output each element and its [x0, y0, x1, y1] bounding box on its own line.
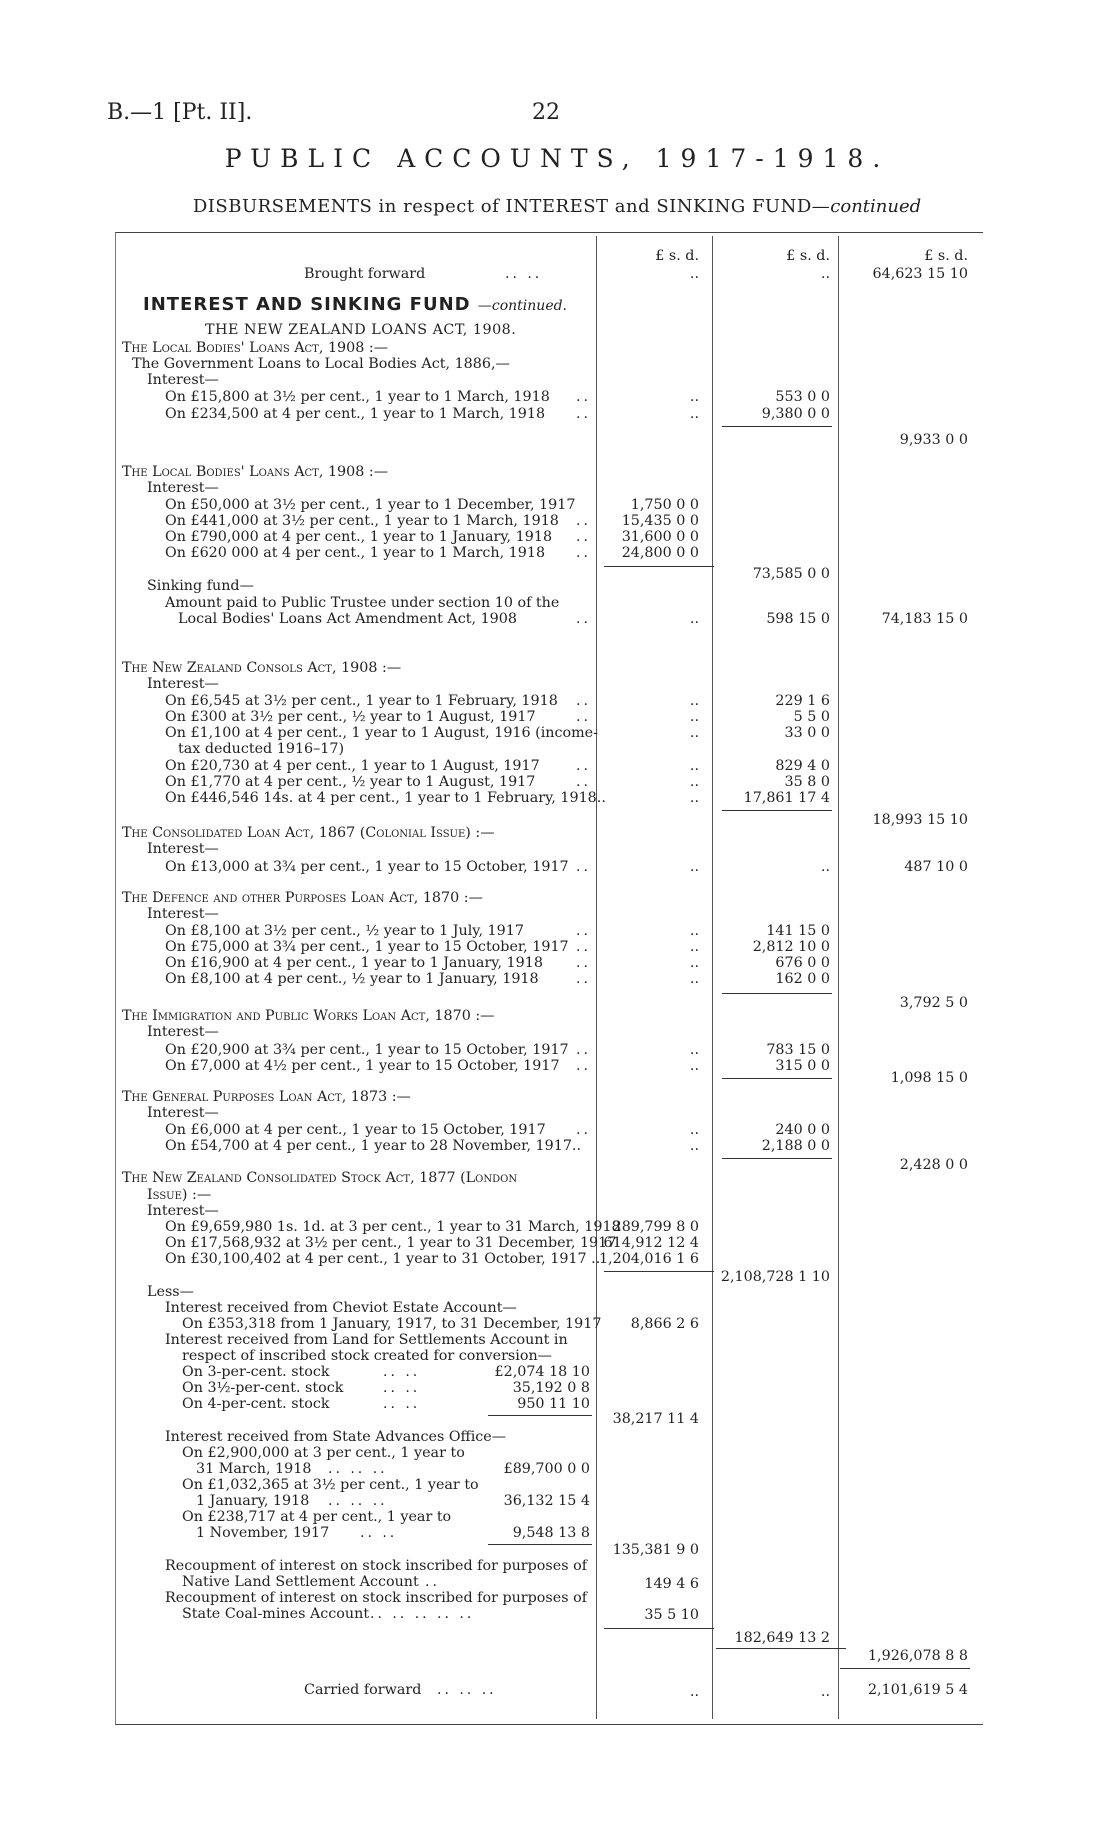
- block3-row3-c1: ..: [689, 725, 699, 741]
- block5-row2-c1: ..: [689, 939, 699, 955]
- page-title: PUBLIC ACCOUNTS, 1917-1918.: [224, 144, 890, 173]
- leader-dots: .. .. ..: [328, 1493, 388, 1509]
- page-subtitle: [0, 196, 1114, 217]
- leader-dots: ..: [576, 939, 591, 955]
- block2-interest-total: 73,585 0 0: [752, 566, 830, 582]
- block8-land-c1: 38,217 11 4: [612, 1411, 699, 1427]
- leader-dots: ..: [576, 545, 591, 561]
- leader-dots: ..: [576, 1042, 591, 1058]
- block5-act: The Defence and other Purposes Loan Act, 1870 :—: [122, 890, 483, 906]
- subtotal-rule: [604, 1271, 714, 1272]
- block8-sao-row1-amt: £89,700 0 0: [503, 1461, 590, 1477]
- block8-land-row3-text: On 4-per-cent. stock: [182, 1396, 330, 1412]
- section-continued: —continued.: [477, 298, 568, 314]
- leader-dots: .. .. ..: [437, 1682, 497, 1698]
- leader-dots: .. .. ..: [328, 1461, 388, 1477]
- block6-total: 1,098 15 0: [890, 1070, 968, 1086]
- leader-dots: .. ..: [383, 1364, 421, 1380]
- leader-dots: ..: [576, 406, 591, 422]
- block6-row2-c1: ..: [689, 1058, 699, 1074]
- block1-row2-c2: 9,380 0 0: [761, 406, 830, 422]
- block8-sao-row3-line2: 1 November, 1917: [196, 1525, 330, 1541]
- block8-row2-c1: 614,912 12 4: [603, 1235, 699, 1251]
- subtotal-rule: [722, 810, 832, 811]
- leader-dots: ..: [576, 529, 591, 545]
- block7-total: 2,428 0 0: [899, 1157, 968, 1173]
- block8-row1-text: On £9,659,980 1s. 1d. at 3 per cent., 1 year to 31 March, 1918: [165, 1219, 621, 1235]
- carried-forward-total: 2,101,619 5 4: [867, 1682, 968, 1698]
- block4-interest-label: Interest—: [147, 841, 219, 857]
- block2-row1-c1: 1,750 0 0: [630, 497, 699, 513]
- subtotal-rule: [722, 1158, 832, 1159]
- block8-total: 1,926,078 8 8: [867, 1648, 968, 1664]
- block3-row2-c2: 5 5 0: [793, 709, 830, 725]
- block3-row5-c1: ..: [689, 758, 699, 774]
- block3-total: 18,993 15 10: [872, 812, 968, 828]
- block2-sinking-line2: Local Bodies' Loans Act Amendment Act, 1908: [178, 611, 517, 627]
- block8-interest-total: 2,108,728 1 10: [720, 1269, 830, 1285]
- block2-row4-c1: 24,800 0 0: [621, 545, 699, 561]
- block5-row4-c2: 162 0 0: [775, 971, 830, 987]
- block8-recoup1-line2: Native Land Settlement Account: [182, 1574, 419, 1590]
- block4-act: The Consolidated Loan Act, 1867 (Colonial Issue) :—: [122, 825, 495, 841]
- block8-sao-row2-line1: On £1,032,365 at 3½ per cent., 1 year to: [182, 1477, 479, 1493]
- leader-dots: ..: [576, 709, 591, 725]
- leader-dots: ..: [576, 1058, 591, 1074]
- block5-row2-text: On £75,000 at 3¾ per cent., 1 year to 15 October, 1917: [165, 939, 569, 955]
- brought-forward-c1: ..: [689, 266, 699, 282]
- leader-dots: .. ..: [383, 1396, 421, 1412]
- block3-row3-text: On £1,100 at 4 per cent., 1 year to 1 August, 1916 (income-: [165, 725, 598, 741]
- block3-row5-c2: 829 4 0: [775, 758, 830, 774]
- subtotal-rule: [716, 1648, 846, 1649]
- block2-sinking-label: Sinking fund—: [147, 578, 254, 594]
- subtitle-main: DISBURSEMENTS in respect of INTEREST and SINKING FUND—: [192, 196, 831, 217]
- block5-row1-text: On £8,100 at 3½ per cent., ½ year to 1 July, 1917: [165, 923, 524, 939]
- block5-row4-c1: ..: [689, 971, 699, 987]
- block2-sinking-c2: 598 15 0: [766, 611, 830, 627]
- block3-row7-text: On £446,546 14s. at 4 per cent., 1 year to 1 February, 1918..: [165, 790, 606, 806]
- leader-dots: ..: [576, 923, 591, 939]
- block8-land-row1-text: On 3-per-cent. stock: [182, 1364, 330, 1380]
- block6-row1-c1: ..: [689, 1042, 699, 1058]
- block5-total: 3,792 5 0: [899, 995, 968, 1011]
- subtotal-rule: [488, 1544, 592, 1545]
- leader-dots: ..: [576, 513, 591, 529]
- block1-total: 9,933 0 0: [899, 432, 968, 448]
- block8-recoup2-line1: Recoupment of interest on stock inscribed for purposes of: [165, 1590, 587, 1606]
- brought-forward-total: 64,623 15 10: [872, 266, 968, 282]
- leader-dots: ..: [576, 971, 591, 987]
- block8-recoup2-line2: State Coal-mines Account: [182, 1606, 370, 1622]
- leader-dots: .. ..: [360, 1525, 398, 1541]
- block2-sinking-line1: Amount paid to Public Trustee under section 10 of the: [165, 595, 560, 611]
- block3-row4-text: tax deducted 1916–17): [178, 741, 345, 757]
- block1-row1-c1: ..: [689, 389, 699, 405]
- block7-row1-text: On £6,000 at 4 per cent., 1 year to 15 October, 1917: [165, 1122, 546, 1138]
- block3-row6-c1: ..: [689, 774, 699, 790]
- leader-dots: ..: [425, 1574, 440, 1590]
- block8-row3-text: On £30,100,402 at 4 per cent., 1 year to 31 October, 1917 ..: [165, 1251, 601, 1267]
- block6-interest-label: Interest—: [147, 1024, 219, 1040]
- block2-row1-text: On £50,000 at 3½ per cent., 1 year to 1 December, 1917: [165, 497, 576, 513]
- block1-act: The Local Bodies' Loans Act, 1908 :—: [122, 340, 388, 356]
- block8-recoup2-c1: 35 5 10: [644, 1607, 699, 1623]
- block8-recoup1-line1: Recoupment of interest on stock inscribed for purposes of: [165, 1558, 587, 1574]
- section-title: INTEREST AND SINKING FUND: [143, 294, 471, 315]
- block8-land-row2-text: On 3½-per-cent. stock: [182, 1380, 344, 1396]
- block8-sao-row1-line1: On £2,900,000 at 3 per cent., 1 year to: [182, 1445, 465, 1461]
- block6-row1-c2: 783 15 0: [766, 1042, 830, 1058]
- block5-row3-c2: 676 0 0: [775, 955, 830, 971]
- block5-row3-text: On £16,900 at 4 per cent., 1 year to 1 January, 1918: [165, 955, 543, 971]
- section-heading: [143, 295, 567, 316]
- column-header-3: £ s. d.: [924, 248, 968, 264]
- block8-sao-label: Interest received from State Advances Office—: [165, 1429, 507, 1445]
- block6-act: The Immigration and Public Works Loan Act, 1870 :—: [122, 1008, 495, 1024]
- block8-land-row1-amt: £2,074 18 10: [494, 1364, 590, 1380]
- block1-row2-c1: ..: [689, 406, 699, 422]
- subtotal-rule: [722, 993, 832, 994]
- block6-row2-text: On £7,000 at 4½ per cent., 1 year to 15 October, 1917: [165, 1058, 560, 1074]
- document-reference: B.—1 [Pt. II].: [107, 100, 253, 125]
- leader-dots: ..: [576, 1122, 591, 1138]
- block8-less-label: Less—: [147, 1284, 194, 1300]
- block5-row1-c1: ..: [689, 923, 699, 939]
- total-rule: [840, 1668, 970, 1669]
- leader-dots: .. ..: [383, 1380, 421, 1396]
- block3-row2-c1: ..: [689, 709, 699, 725]
- block5-row4-text: On £8,100 at 4 per cent., ½ year to 1 January, 1918: [165, 971, 539, 987]
- leader-dots: ..: [576, 859, 591, 875]
- block3-row5-text: On £20,730 at 4 per cent., 1 year to 1 August, 1917: [165, 758, 540, 774]
- block3-row1-c1: ..: [689, 693, 699, 709]
- block8-land-line2: respect of inscribed stock created for conversion—: [182, 1348, 552, 1364]
- block1-row2-text: On £234,500 at 4 per cent., 1 year to 1 March, 1918: [165, 406, 546, 422]
- leader-dots: ..: [576, 693, 591, 709]
- block6-row1-text: On £20,900 at 3¾ per cent., 1 year to 15 October, 1917: [165, 1042, 569, 1058]
- block4-c1: ..: [689, 859, 699, 875]
- leader-dots: ..: [576, 611, 591, 627]
- block7-row1-c2: 240 0 0: [775, 1122, 830, 1138]
- block1-interest-label: Interest—: [147, 372, 219, 388]
- carried-forward-label: Carried forward: [304, 1682, 422, 1698]
- block3-row1-c2: 229 1 6: [775, 693, 830, 709]
- brought-forward-label: Brought forward: [304, 266, 426, 282]
- leader-dots: .. ..: [505, 266, 543, 282]
- block8-cheviot-c1: 8,866 2 6: [630, 1316, 699, 1332]
- block3-row1-text: On £6,545 at 3½ per cent., 1 year to 1 February, 1918: [165, 693, 558, 709]
- brought-forward-c2: ..: [820, 266, 830, 282]
- leader-dots: ..: [576, 774, 591, 790]
- block7-row2-c2: 2,188 0 0: [761, 1138, 830, 1154]
- block2-interest-label: Interest—: [147, 480, 219, 496]
- block8-sao-c1: 135,381 9 0: [612, 1542, 699, 1558]
- leader-dots: ..: [576, 389, 591, 405]
- block8-sao-row2-amt: 36,132 15 4: [503, 1493, 590, 1509]
- block4-total: 487 10 0: [904, 859, 968, 875]
- block8-recoup1-c1: 149 4 6: [644, 1576, 699, 1592]
- carried-forward-c1: ..: [689, 1684, 699, 1700]
- block4-c2: ..: [820, 859, 830, 875]
- block8-act-line1: The New Zealand Consolidated Stock Act, 1877 (London: [122, 1170, 518, 1186]
- column-header-1: £ s. d.: [655, 248, 699, 264]
- block2-row3-text: On £790,000 at 4 per cent., 1 year to 1 January, 1918: [165, 529, 553, 545]
- page-number: 22: [532, 100, 560, 125]
- block8-act-line2: Issue) :—: [147, 1187, 212, 1203]
- block8-land-row2-amt: 35,192 0 8: [512, 1380, 590, 1396]
- block2-row4-text: On £620 000 at 4 per cent., 1 year to 1 March, 1918: [165, 545, 546, 561]
- loans-act-heading: THE NEW ZEALAND LOANS ACT, 1908.: [205, 322, 517, 338]
- block2-sinking-c1: ..: [689, 611, 699, 627]
- block2-row3-c1: 31,600 0 0: [621, 529, 699, 545]
- block1-row1-c2: 553 0 0: [775, 389, 830, 405]
- block3-row6-c2: 35 8 0: [784, 774, 830, 790]
- block3-interest-label: Interest—: [147, 676, 219, 692]
- block5-interest-label: Interest—: [147, 906, 219, 922]
- block8-sao-row2-line2: 1 January, 1918: [196, 1493, 310, 1509]
- block3-row2-text: On £300 at 3½ per cent., ½ year to 1 August, 1917: [165, 709, 536, 725]
- block7-row2-c1: ..: [689, 1138, 699, 1154]
- block8-land-row3-amt: 950 11 10: [517, 1396, 590, 1412]
- block7-act: The General Purposes Loan Act, 1873 :—: [122, 1089, 411, 1105]
- block8-land-line1: Interest received from Land for Settlements Account in: [165, 1332, 568, 1348]
- block6-row2-c2: 315 0 0: [775, 1058, 830, 1074]
- block4-row-text: On £13,000 at 3¾ per cent., 1 year to 15 October, 1917: [165, 859, 569, 875]
- block8-row1-c1: 289,799 8 0: [612, 1219, 699, 1235]
- block5-row2-c2: 2,812 10 0: [752, 939, 830, 955]
- block8-row2-text: On £17,568,932 at 3½ per cent., 1 year to 31 December, 1917: [165, 1235, 617, 1251]
- block7-row1-c1: ..: [689, 1122, 699, 1138]
- block8-sao-row3-amt: 9,548 13 8: [512, 1525, 590, 1541]
- block3-row3-c2: 33 0 0: [784, 725, 830, 741]
- block1-subact: The Government Loans to Local Bodies Act, 1886,—: [132, 356, 510, 372]
- block8-cheviot-line2: On £353,318 from 1 January, 1917, to 31 December, 1917: [182, 1316, 602, 1332]
- block8-interest-label: Interest—: [147, 1203, 219, 1219]
- block8-sao-row1-line2: 31 March, 1918: [196, 1461, 312, 1477]
- block2-row2-c1: 15,435 0 0: [621, 513, 699, 529]
- block1-row1-text: On £15,800 at 3½ per cent., 1 year to 1 March, 1918: [165, 389, 550, 405]
- subtotal-rule: [722, 426, 832, 427]
- block3-row7-c2: 17,861 17 4: [743, 790, 830, 806]
- block8-less-total: 182,649 13 2: [734, 1630, 830, 1646]
- leader-dots: ..: [576, 955, 591, 971]
- block8-sao-row3-line1: On £238,717 at 4 per cent., 1 year to: [182, 1509, 452, 1525]
- block8-cheviot-line1: Interest received from Cheviot Estate Account—: [165, 1300, 517, 1316]
- subtotal-rule: [488, 1415, 592, 1416]
- block2-act: The Local Bodies' Loans Act, 1908 :—: [122, 464, 388, 480]
- block3-act: The New Zealand Consols Act, 1908 :—: [122, 660, 402, 676]
- column-divider-3: [838, 236, 839, 1719]
- block7-interest-label: Interest—: [147, 1105, 219, 1121]
- subtotal-rule: [604, 566, 714, 567]
- block5-row3-c1: ..: [689, 955, 699, 971]
- block8-row3-c1: 1,204,016 1 6: [598, 1251, 699, 1267]
- leader-dots: ..: [576, 758, 591, 774]
- leader-dots: .. .. .. .. ..: [370, 1606, 475, 1622]
- block3-row6-text: On £1,770 at 4 per cent., ½ year to 1 August, 1917: [165, 774, 536, 790]
- column-header-2: £ s. d.: [786, 248, 830, 264]
- block7-row2-text: On £54,700 at 4 per cent., 1 year to 28 November, 1917..: [165, 1138, 582, 1154]
- subtotal-rule: [604, 1628, 714, 1629]
- block5-row1-c2: 141 15 0: [766, 923, 830, 939]
- subtitle-continued: continued: [830, 196, 922, 217]
- block3-row7-c1: ..: [689, 790, 699, 806]
- subtotal-rule: [722, 1078, 832, 1079]
- block2-row2-text: On £441,000 at 3½ per cent., 1 year to 1 March, 1918: [165, 513, 559, 529]
- block2-total: 74,183 15 0: [881, 611, 968, 627]
- carried-forward-c2: ..: [820, 1684, 830, 1700]
